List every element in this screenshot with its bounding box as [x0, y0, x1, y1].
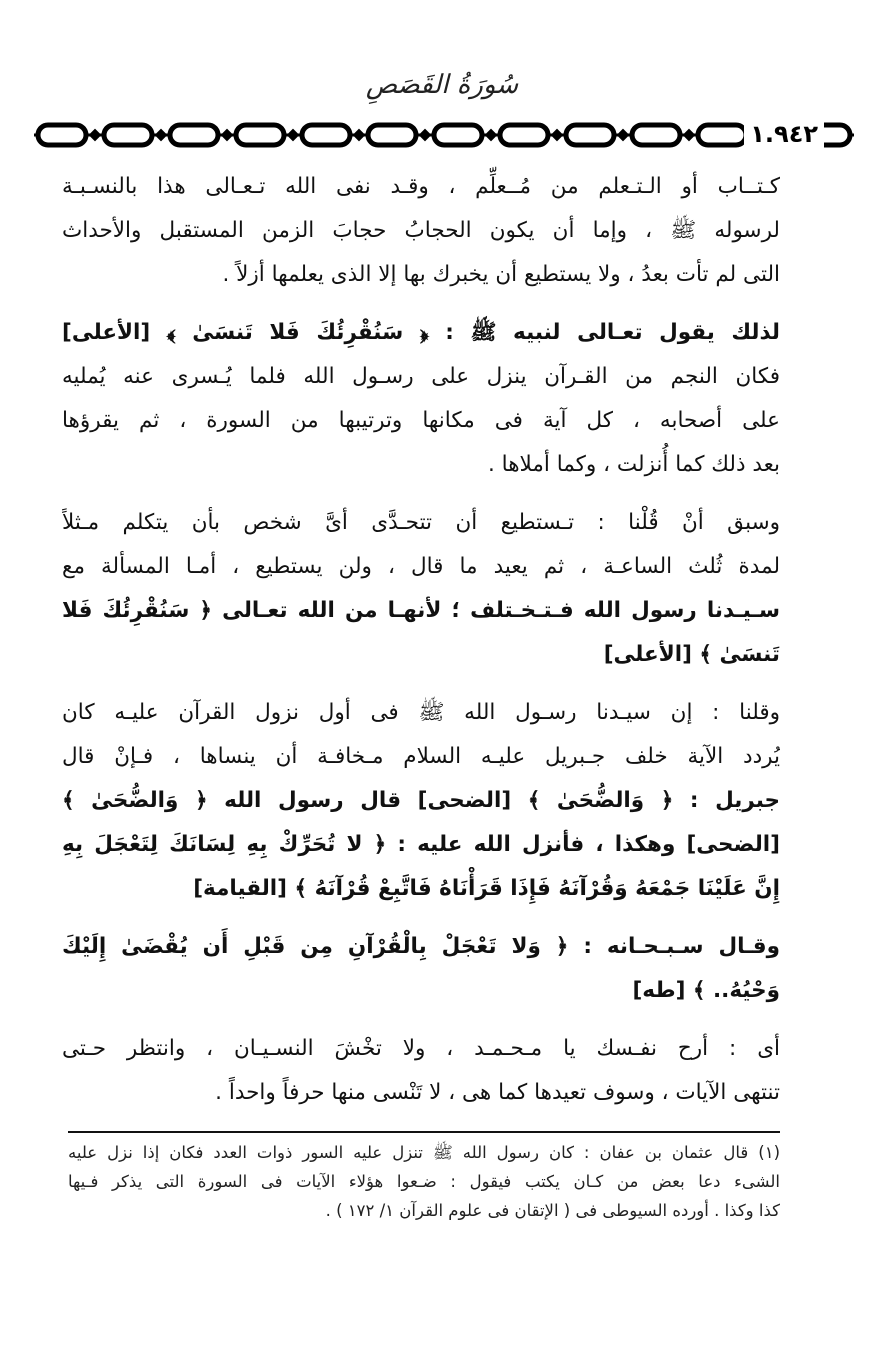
text-line: وسبق أنْ قُلْنا : تـستطيع أن تتحـدَّى أىَّ شخص بأن يتكلم مـثلاً — [62, 510, 780, 535]
text-line: بعد ذلك كما أُنزلت ، وكما أملاها . — [487, 452, 780, 477]
quran-verse-line: لذلك يقول تعـالى لنبيه ﷺ : ﴿ سَنُقْرِئُكَ فَلا تَنسَىٰ ﴾ [الأعلى] — [62, 320, 780, 345]
decorative-header-band — [34, 118, 854, 152]
text-line: فكان النجم من القـرآن ينزل على رسـول الله فلما يُـسرى عنه يُمليه — [62, 364, 780, 389]
text-line: يُردد الآية خلف جـبريل عليـه السلام مـخافـة أن ينساها ، فـإنْ قال — [62, 744, 780, 769]
text-line: كـتــاب أو الـتـعلم من مُــعلِّم ، وقـد نفى الله تـعـالى هذا بالنسـبـة — [62, 174, 780, 199]
text-line: وقلنا : إن سيـدنا رسـول الله ﷺ فى أول نزول القرآن عليـه كان — [62, 700, 780, 725]
footnote-divider — [68, 1131, 780, 1133]
text-line: تنتهى الآيات ، وسوف تعيدها كما هى ، لا تَنْسى منها حرفاً واحداً . — [215, 1080, 780, 1105]
footnote-line: (١) قال عثمان بن عفان : كان رسول الله ﷺ تنزل عليه السور ذوات العدد فكان إذا نزل عليه — [68, 1143, 780, 1162]
quran-verse-line: [الضحى] وهكذا ، فأنزل الله عليه : ﴿ لا تُحَرِّكْ بِهِ لِسَانَكَ لِتَعْجَلَ بِهِ — [62, 832, 780, 857]
text-line: التى لم تأت بعدُ ، ولا يستطيع أن يخبرك بها إلا الذى يعلمها أزلاً . — [222, 262, 780, 287]
surah-title: سُورَةُ القَصَصِ — [365, 70, 519, 100]
text-line: لرسوله ﷺ ، وإما أن يكون الحجابُ حجابَ الزمن المستقبل والأحداث — [62, 218, 780, 243]
footnote — [68, 1138, 780, 1225]
quran-verse-line: تَنسَىٰ ﴾ [الأعلى] — [603, 642, 780, 667]
text-line: على أصحابه ، كل آية فى مكانها وترتيبها من السورة ، ثم يقرؤها — [62, 408, 780, 433]
footnote-line: الشىء دعا بعض من كـان يكتب فيقول : ضـعوا هؤلاء الآيات فى السورة التى يذكر فـيها — [68, 1172, 780, 1191]
quran-verse-line: سـيـدنا رسول الله فـتـخـتلف ؛ لأنهـا من الله تعـالى ﴿ سَنُقْرِئُكَ فَلا — [62, 598, 780, 623]
main-text — [62, 165, 780, 1115]
quran-verse-line: إِنَّ عَلَيْنَا جَمْعَهُ وَقُرْآنَهُ فَإِذَا قَرَأْنَاهُ فَاتَّبِعْ قُرْآنَهُ ﴾ [القيامة] — [193, 876, 780, 901]
quran-verse-line: وقـال سـبـحـانه : ﴿ وَلا تَعْجَلْ بِالْقُرْآنِ مِن قَبْلِ أَن يُقْضَىٰ إِلَيْكَ — [62, 934, 780, 959]
quran-verse-line: جبريل : ﴿ وَالضُّحَىٰ ﴾ [الضحى] قال رسول الله ﴿ وَالضُّحَىٰ ﴾ — [62, 788, 780, 813]
quran-verse-line: وَحْيُهُ.. ﴾ [طه] — [632, 978, 780, 1003]
text-line: لمدة ثُلث الساعـة ، ثم يعيد ما قال ، ولن يستطيع ، أمـا المسألة مع — [62, 554, 780, 579]
page-number: ١.٩٤٢ — [744, 120, 824, 148]
text-line: أى : أرح نفـسك يا مـحـمـد ، ولا تخْشَ النسـيـان ، وانتظر حـتى — [62, 1036, 780, 1061]
footnote-line: كذا وكذا . أورده السيوطى فى ( الإتقان فى علوم القرآن ١/ ١٧٢ ) . — [325, 1201, 780, 1220]
